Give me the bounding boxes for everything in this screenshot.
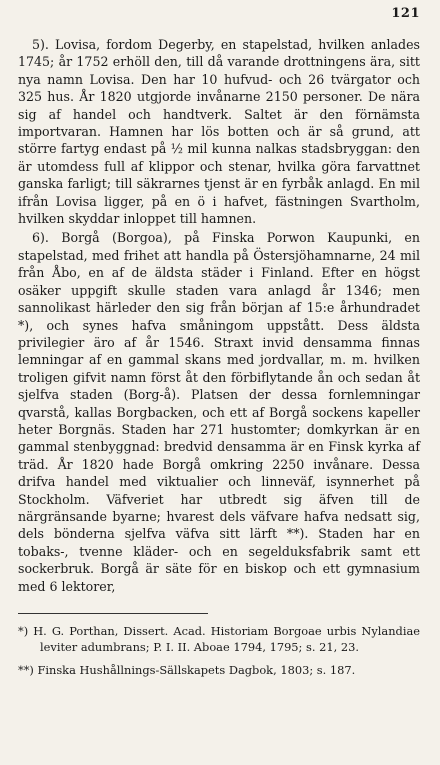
paragraph-lovisa: 5). Lovisa, fordom Degerby, en stapelstad, hvilken anlades 1745; år 1752 erhöll den, till då varande drottningens ära, sitt nya namn Lovisa. Den har 10 hufvud- och 26 tvärgator och 325 hus. År 1820 utgjorde invånarne 2150 personer. De nära sig af handel och handtverk. Saltet är den förnämsta importvaran. Hamnen har lös botten och är så grund, att större fartyg endast på ½ mil kunna nalkas stadsbryggan: den är utomdess full af klippor och stenar, hvilka göra farvattnet ganska farligt; till säkrarnes tjenst är en fyrbåk anlagd. En mil ifrån Lovisa ligger, på en ö i hafvet, fästningen Svartholm, hvilken skyddar inloppet till hamnen. xyxy=(18,37,420,227)
footnote-separator xyxy=(18,613,208,614)
paragraph-borga: 6). Borgå (Borgoa), på Finska Porwon Kaupunki, en stapelstad, med frihet att handla på Östersjöhamnarne, 24 mil från Åbo, en af de äldsta städer i Finland. Efter en högst osäker uppgift skulle staden vara anlagd år 1346; men sannolikast härleder den sig från början af 15:e århundradet *), och synes hafva småningom uppstått. Dess äldsta privilegier äro af år 1546. Straxt invid densamma finnas lemningar af en gammal skans med jordvallar, m. m. hvilken troligen gifvit namn först åt den förbiflytande ån och sedan åt sjelfva staden (Borg-å). Platsen der dessa fornlemningar qvarstå, kallas Borgbacken, och ett af Borgå sockens kapeller heter Borgnäs. Staden har 271 hustomter; domkyrkan är en gammal stenbyggnad: bredvid densamma är en Finsk kyrka af träd. År 1820 hade Borgå omkring 2250 invånare. Dessa drifva handel med viktualier och linneväf, isynnerhet på Stockholm. Väfveriet har utbredt sig äfven till de närgränsande byarne; hvarest dels väfvare hafva nedsatt sig, dels bönderna sjelfva väfva sitt lärft **). Staden har en tobaks-, tvenne kläder- och en segelduksfabrik samt ett sockerbruk. Borgå är säte för en biskop och ett gymnasium med 6 lektorer, xyxy=(18,230,420,594)
footnote-2: **) Finska Hushållnings-Sällskapets Dagbok, 1803; s. 187. xyxy=(18,663,356,677)
footnote-1: *) H. G. Porthan, Dissert. Acad. Historiam Borgoae urbis Nylandiae leviter adumbrans; P. I. II. Aboae 1794, 1795; s. 21, 23. xyxy=(18,624,420,654)
page-number: 121 xyxy=(391,6,420,21)
body-text xyxy=(18,36,420,595)
footnotes xyxy=(18,624,420,679)
